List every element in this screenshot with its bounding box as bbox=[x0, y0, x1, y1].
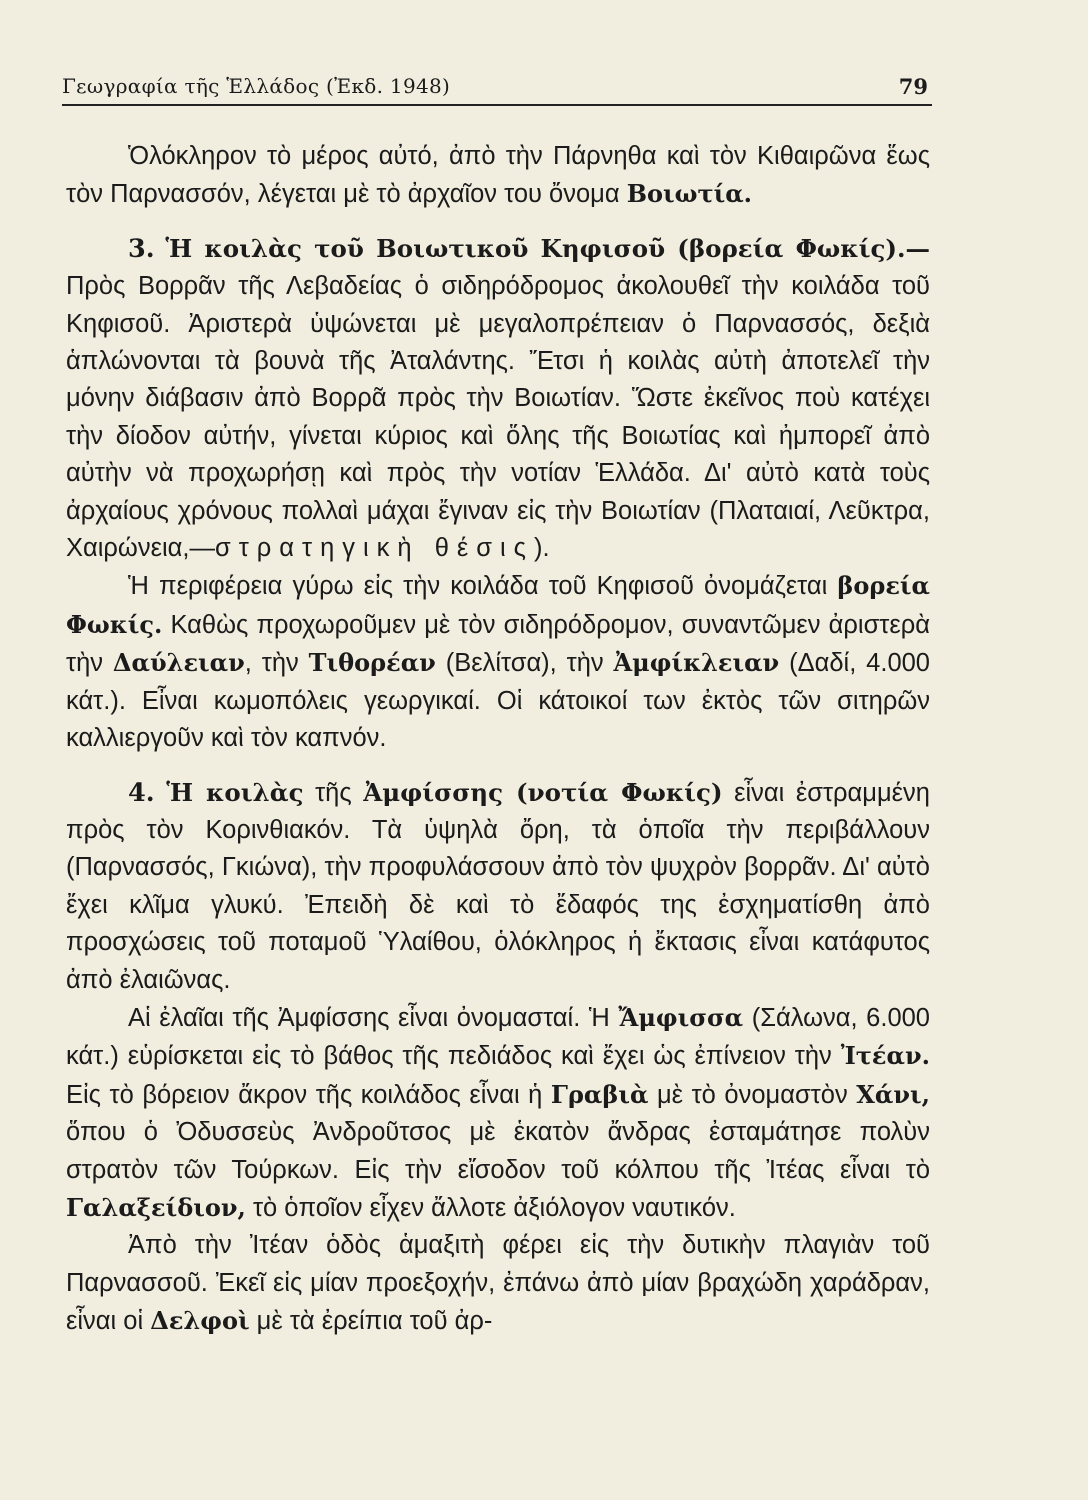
section-gap bbox=[66, 758, 930, 774]
text-run: τὸ ὁποῖον εἶχεν ἄλλοτε ἀξιόλογον ναυτικόν. bbox=[245, 1193, 736, 1222]
text-run: μὲ τὸ ὀνομαστὸν bbox=[648, 1080, 857, 1109]
text-run: Εἰς τὸ βόρειον ἄκρον τῆς κοιλάδος εἶναι ἡ bbox=[66, 1080, 551, 1109]
bold-term: Ἄμφισσα bbox=[618, 1002, 744, 1032]
text-run: εἶναι ἐστραμμένη πρὸς τὸν Κορινθιακόν. Τὰ ὑψηλὰ ὄρη, τὰ ὁποῖα τὴν περιβάλλουν (Παρνασσός, Γκιώνα), τὴν προφυλάσσουν ἀπὸ τὸν ψυχρὸν βορρᾶν. Δι' αὐτὸ ἔχει κλῖμα γλυκύ. Ἐπειδὴ δὲ καὶ τὸ ἔδαφός της ἐσχηματίσθη ἀπὸ προσχώσεις τοῦ ποταμοῦ Ὑλαίθου, ὁλόκληρος ἡ ἔκτασις εἶναι κατάφυτος ἀπὸ ἐλαιῶνας. bbox=[66, 778, 930, 994]
section-number: 3. bbox=[128, 233, 155, 264]
paragraph-delphi bbox=[66, 1227, 930, 1340]
bold-term: Τιθορέαν bbox=[308, 648, 436, 678]
page-number: 79 bbox=[898, 74, 928, 99]
spaced-phrase: στρατηγικὴ θέσις bbox=[214, 534, 534, 563]
text-run: Ἀπὸ τὴν Ἰτέαν ὁδὸς ἁμαξιτὴ φέρει εἰς τὴν δυτικὴν πλαγιὰν τοῦ Παρνασσοῦ. Ἐκεῖ εἰς μίαν προεξοχήν, ἐπάνω ἀπὸ μίαν βραχώδη χαράδραν, εἶναι οἱ bbox=[66, 1231, 930, 1336]
text-run: Καθὼς προχωροῦμεν μὲ τὸν σιδηρόδρομον, συναντῶμεν ἀριστερὰ τὴν bbox=[66, 610, 930, 678]
text-run: Πρὸς Βορρᾶν τῆς Λεβαδείας ὁ σιδηρόδρομος ἀκολουθεῖ τὴν κοιλάδα τοῦ Κηφισοῦ. Ἀριστερὰ ὑψώνεται μὲ μεγαλοπρέπειαν ὁ Παρνασσός, δεξιὰ ἁπλώνονται τὰ βουνὰ τῆς Ἀταλάντης. Ἔτσι ἡ κοιλὰς αὐτὴ ἀποτελεῖ τὴν μόνην διάβασιν ἀπὸ Βορρᾶ πρὸς τὴν Βοιωτίαν. Ὥστε ἐκεῖνος ποὺ κατέχει τὴν δίοδον αὐτήν, γίνεται κύριος καὶ ὅλης τῆς Βοιωτίας καὶ ἠμπορεῖ ἀπὸ αὐτὴν νὰ προχωρήσῃ καὶ πρὸς τὴν νοτίαν Ἑλλάδα. Δι' αὐτὸ κατὰ τοὺς ἀρχαίους χρόνους πολλαὶ μάχαι ἔγιναν εἰς τὴν Βοιωτίαν (Πλαταιαί, Λεῦκτρα, Χαιρώνεια,— bbox=[66, 272, 930, 563]
text-run: (Δαδί, 4.000 κάτ.). Εἶναι κωμοπόλεις γεωργικαί. Οἱ κάτοικοί των ἐκτὸς τῶν σιτηρῶν καλλιεργοῦν καὶ τὸν καπνόν. bbox=[66, 649, 930, 753]
text-run: Ὁλόκληρον τὸ μέρος αὐτό, ἀπὸ τὴν Πάρνηθα καὶ τὸν Κιθαιρῶνα ἕως τὸν Παρνασσόν, λέγεται μὲ τὸ ἀρχαῖον του ὄνομα bbox=[66, 142, 930, 209]
paragraph-amfissa bbox=[66, 999, 930, 1227]
text-run: , τὴν bbox=[244, 649, 309, 678]
section-gap bbox=[66, 214, 930, 230]
text-run: (Βελίτσα), τὴν bbox=[435, 649, 614, 678]
paragraph-north-phocis bbox=[66, 567, 930, 757]
section-heading: Ἡ κοιλὰς bbox=[166, 777, 304, 807]
bold-term: Δαύλειαν bbox=[112, 648, 245, 678]
bold-term: Δελφοὶ bbox=[150, 1306, 250, 1336]
section-4-paragraph bbox=[66, 774, 930, 999]
section-number: 4. bbox=[128, 777, 155, 808]
bold-term: Γαλαξείδιον, bbox=[66, 1192, 246, 1222]
text-run: Αἱ ἐλαῖαι τῆς Ἀμφίσσης εἶναι ὀνομασταί. Ἡ bbox=[128, 1003, 619, 1032]
book-title: Γεωγραφία τῆς Ἑλλάδος (Ἐκδ. 1948) bbox=[62, 74, 451, 98]
text-run: ὅπου ὁ Ὀδυσσεὺς Ἀνδροῦτσος μὲ ἑκατὸν ἄνδρας ἐσταμάτησε πολὺν στρατὸν τῶν Τούρκων. Εἰς τὴν εἴσοδον τοῦ κόλπου τῆς Ἰτέας εἶναι τὸ bbox=[66, 1118, 930, 1184]
section-3-paragraph bbox=[66, 230, 930, 568]
section-heading: Ἀμφίσσης (νοτία Φωκίς) bbox=[363, 777, 723, 807]
bold-term: Ἰτέαν. bbox=[840, 1041, 930, 1071]
text-run: Ἡ περιφέρεια γύρω εἰς τὴν κοιλάδα τοῦ Κηφισοῦ ὀνομάζεται bbox=[128, 572, 838, 601]
text-run: μὲ τὰ ἐρείπια τοῦ ἀρ- bbox=[249, 1307, 493, 1336]
running-header bbox=[62, 70, 932, 106]
text-run: (Σάλωνα, 6.000 κάτ.) εὑρίσκεται εἰς τὸ βάθος τῆς πεδιάδος καὶ ἔχει ὡς ἐπίνειον τὴν bbox=[66, 1003, 930, 1071]
bold-term: Ἀμφίκλειαν bbox=[613, 648, 780, 678]
paragraph-boeotia-intro bbox=[66, 138, 930, 214]
bold-term: Χάνι, bbox=[856, 1079, 930, 1109]
text-run: ). bbox=[533, 534, 550, 563]
body-text bbox=[66, 138, 930, 1341]
bold-term: βορεία Φωκίς. bbox=[66, 571, 930, 639]
bold-term: Βοιωτία. bbox=[626, 179, 753, 209]
text-run: τῆς bbox=[303, 778, 364, 807]
bold-term: Γραβιὰ bbox=[550, 1079, 649, 1109]
section-heading: Ἡ κοιλὰς τοῦ Βοιωτικοῦ Κηφισοῦ (βορεία Φωκίς).— bbox=[165, 233, 930, 263]
